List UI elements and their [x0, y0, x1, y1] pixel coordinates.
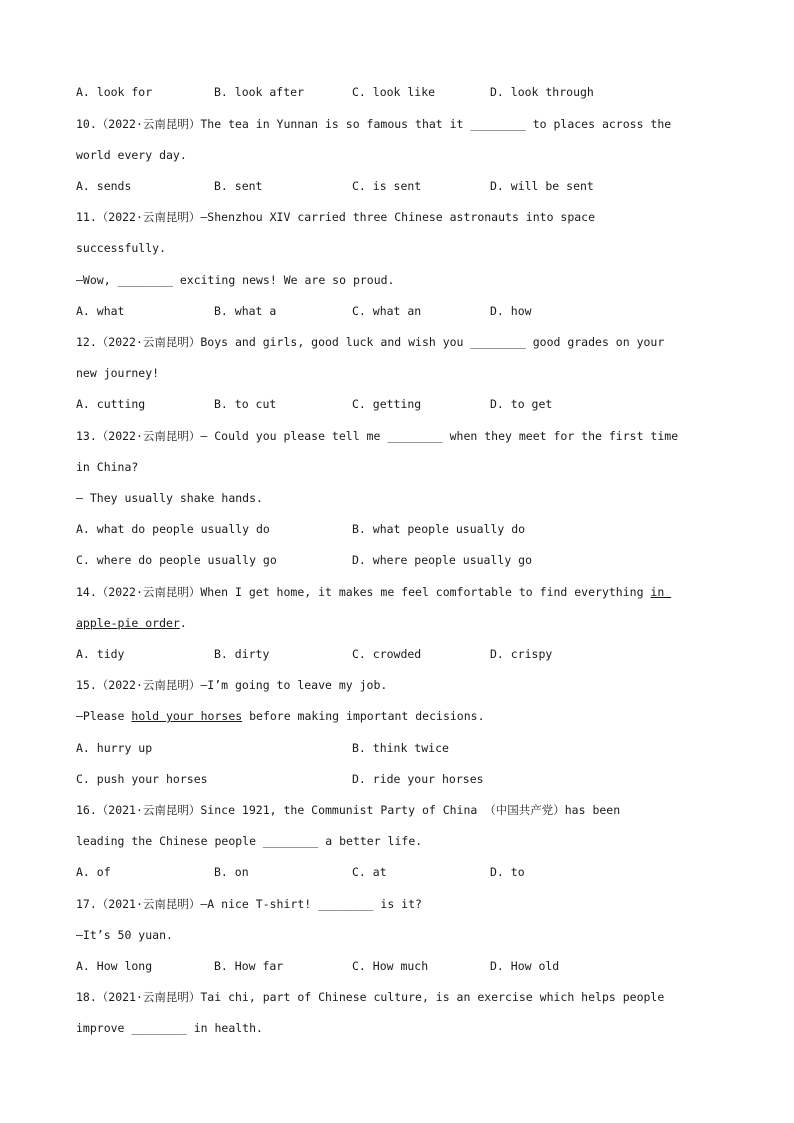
- question-text-cont: leading the Chinese people ________ a better life.: [76, 834, 423, 848]
- question-text-cont: world every day.: [76, 148, 187, 162]
- option-c: C. getting: [352, 397, 422, 411]
- option-b: B. to cut: [214, 397, 277, 411]
- question-text: 10.（2022·云南昆明）The tea in Yunnan is so famous that it ________ to places across the: [76, 117, 672, 131]
- option-a: A. tidy: [76, 647, 125, 661]
- option-d: D. will be sent: [490, 179, 594, 193]
- question-text-cont: improve ________ in health.: [76, 1021, 263, 1035]
- option-a: A. sends: [76, 179, 132, 193]
- question-text-cont: successfully.: [76, 241, 167, 255]
- option-a: A. look for: [76, 85, 153, 99]
- option-c: C. where do people usually go: [76, 553, 277, 567]
- question-reply: —Wow, ________ exciting news! We are so proud.: [76, 273, 395, 287]
- option-a: A. what: [76, 304, 125, 318]
- question-text: 13.（2022·云南昆明）— Could you please tell me ________ when they meet for the first time: [76, 429, 679, 443]
- underlined-phrase: in: [650, 585, 672, 599]
- question-text: 15.（2022·云南昆明）—I’m going to leave my job.: [76, 678, 388, 692]
- option-d: D. crispy: [490, 647, 553, 661]
- option-d: D. look through: [490, 85, 594, 99]
- option-b: B. dirty: [214, 647, 270, 661]
- option-b: B. what people usually do: [352, 522, 526, 536]
- option-a: A. cutting: [76, 397, 146, 411]
- option-d: D. where people usually go: [352, 553, 533, 567]
- question-reply: [76, 708, 485, 724]
- question-text: 11.（2022·云南昆明）—Shenzhou XIV carried three Chinese astronauts into space: [76, 210, 596, 224]
- option-a: A. of: [76, 865, 111, 879]
- question-text-cont: in China?: [76, 460, 139, 474]
- question-text-cont: [76, 615, 187, 631]
- underlined-phrase: hold your horses: [131, 709, 243, 723]
- question-text-part: .: [179, 616, 187, 630]
- option-d: D. How old: [490, 959, 560, 973]
- option-a: A. what do people usually do: [76, 522, 270, 536]
- question-text-part: before making important decisions.: [242, 709, 485, 723]
- option-d: D. to: [490, 865, 525, 879]
- option-d: D. to get: [490, 397, 553, 411]
- question-text-cont: new journey!: [76, 366, 160, 380]
- option-c: C. How much: [352, 959, 429, 973]
- question-reply: —It’s 50 yuan.: [76, 928, 173, 942]
- option-b: B. on: [214, 865, 249, 879]
- option-c: C. is sent: [352, 179, 422, 193]
- option-c: C. look like: [352, 85, 436, 99]
- option-b: B. think twice: [352, 741, 449, 755]
- option-c: C. crowded: [352, 647, 422, 661]
- option-b: B. How far: [214, 959, 284, 973]
- question-text: [76, 584, 671, 600]
- question-text: 12.（2022·云南昆明）Boys and girls, good luck and wish you ________ good grades on your: [76, 335, 665, 349]
- option-b: B. look after: [214, 85, 305, 99]
- option-d: D. how: [490, 304, 532, 318]
- question-text: 18.（2021·云南昆明）Tai chi, part of Chinese culture, is an exercise which helps people: [76, 990, 665, 1004]
- option-d: D. ride your horses: [352, 772, 484, 786]
- option-c: C. what an: [352, 304, 422, 318]
- option-a: A. hurry up: [76, 741, 153, 755]
- option-b: B. sent: [214, 179, 263, 193]
- option-c: C. at: [352, 865, 387, 879]
- option-b: B. what a: [214, 304, 277, 318]
- question-text-part: 14.（2022·云南昆明）When I get home, it makes me feel comfortable to find everything: [76, 585, 651, 599]
- question-text-part: —Please: [76, 709, 132, 723]
- question-text: 16.（2021·云南昆明）Since 1921, the Communist Party of China （中国共产党）has been: [76, 803, 621, 817]
- option-c: C. push your horses: [76, 772, 208, 786]
- underlined-phrase: apple-pie order: [76, 616, 180, 630]
- question-reply: — They usually shake hands.: [76, 491, 263, 505]
- question-text: 17.（2021·云南昆明）—A nice T-shirt! ________ is it?: [76, 897, 422, 911]
- option-a: A. How long: [76, 959, 153, 973]
